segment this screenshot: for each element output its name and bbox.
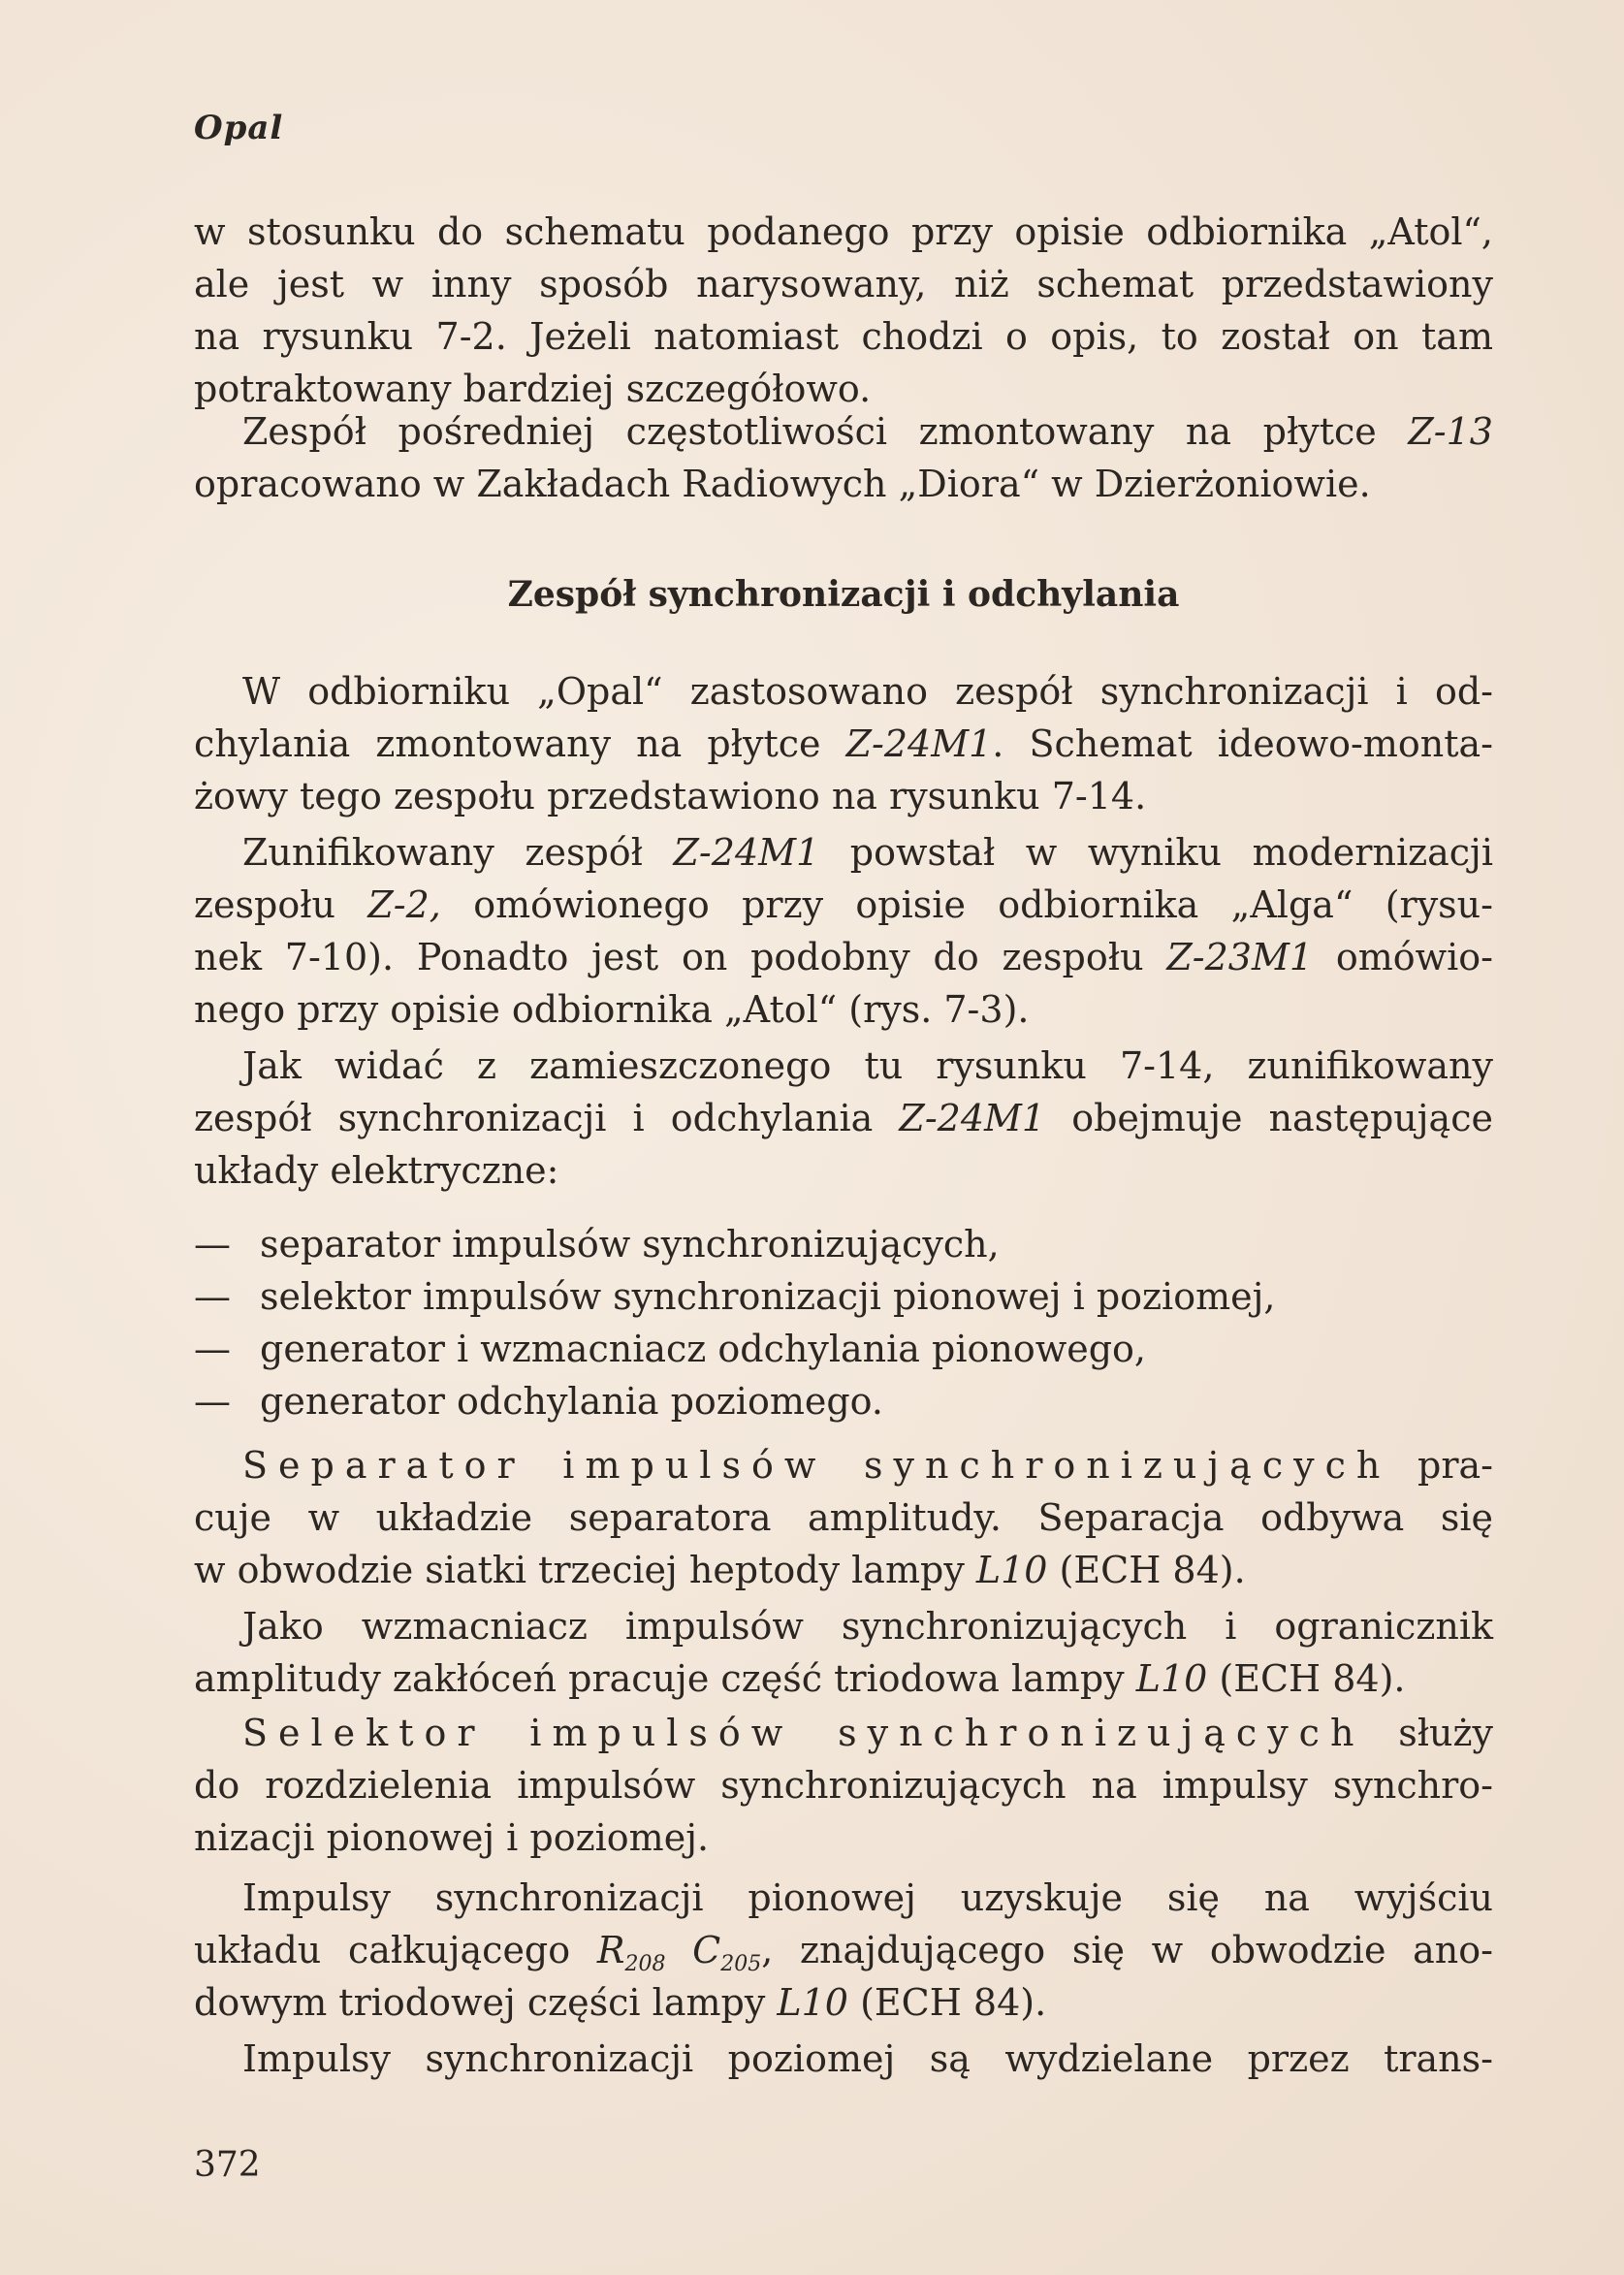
- dash-bullet: —: [194, 1275, 231, 1318]
- text-line: żowy tego zespołu przedstawiono na rysunku 7-14.: [194, 775, 1147, 817]
- text-span: amplitudy zakłóceń pracuje część triodowa lampy: [194, 1657, 1136, 1700]
- component-ref: L10: [975, 1549, 1048, 1591]
- text-span: w obwodzie siatki trzeciej heptody lampy: [194, 1549, 976, 1591]
- paragraph-9: [194, 1872, 1493, 2029]
- text-span: zespołu: [194, 883, 368, 926]
- text-line: układy elektryczne:: [194, 1149, 559, 1192]
- text-line: na rysunku 7-2. Jeżeli natomiast chodzi o opis, to został on tam: [194, 315, 1493, 358]
- list-item: [194, 1375, 1493, 1427]
- list-item-text: selektor impulsów synchronizacji pionowej i poziomej,: [260, 1275, 1276, 1318]
- text-line: w stosunku do schematu podanego przy opisie odbiornika „Atol“,: [194, 210, 1493, 253]
- paragraph-4: [194, 826, 1493, 1036]
- text-line: [194, 405, 1493, 458]
- text-span: (ECH 84).: [1047, 1549, 1246, 1591]
- text-line: [194, 1924, 1493, 1976]
- component-ref: Z-24M1: [845, 722, 993, 765]
- text-span: pra-: [1390, 1444, 1493, 1487]
- component-ref: L10: [777, 1981, 848, 2024]
- paragraph-8: [194, 1707, 1493, 1864]
- list-item: [194, 1270, 1493, 1323]
- paragraph-7: [194, 1600, 1493, 1705]
- text-line: W odbiorniku „Opal“ zastosowano zespół synchronizacji i od-: [242, 670, 1493, 713]
- component-ref: L10: [1135, 1657, 1208, 1700]
- text-line: [194, 1544, 1493, 1596]
- text-span: powstał w wyniku modernizacji: [819, 831, 1493, 874]
- text-line: Jako wzmacniacz impulsów synchronizujących i ogranicznik: [242, 1605, 1493, 1648]
- text-span: dowym triodowej części lampy: [194, 1981, 778, 2024]
- page-number: 372: [194, 2145, 261, 2185]
- text-line: nizacji pionowej i poziomej.: [194, 1816, 710, 1859]
- list-item: [194, 1323, 1493, 1375]
- text-span: chylania zmontowany na płytce: [194, 722, 846, 765]
- dash-bullet: —: [194, 1223, 231, 1266]
- text-span: Zunifikowany zespół: [242, 831, 674, 874]
- text-span: . Schemat ideowo-monta-: [992, 722, 1493, 765]
- spaced-term: Separator impulsów synchronizujących: [242, 1444, 1391, 1487]
- text-line: opracowano w Zakładach Radiowych „Diora“ w Dzierżoniowie.: [194, 463, 1371, 505]
- component-ref: Z-24M1: [899, 1097, 1046, 1139]
- text-span: zespół synchronizacji i odchylania: [194, 1097, 900, 1139]
- component-ref: Z-2,: [367, 883, 441, 926]
- paragraph-10: [194, 2033, 1493, 2085]
- text-line: Jak widać z zamieszczonego tu rysunku 7-14, zunifikowany: [242, 1044, 1493, 1087]
- paragraph-1: [194, 206, 1493, 415]
- paragraph-2: [194, 405, 1493, 510]
- resistor-ref: $R_{208}$: [596, 1929, 666, 1976]
- paragraph-6: [194, 1439, 1493, 1596]
- text-span: Zespół pośredniej częstotliwości zmontowany na płytce: [242, 410, 1409, 453]
- dash-bullet: —: [194, 1328, 231, 1370]
- text-line: [194, 1976, 1493, 2029]
- text-span: służy: [1364, 1712, 1493, 1754]
- running-head: Opal: [194, 109, 284, 147]
- paragraph-5: [194, 1040, 1493, 1197]
- list-item: [194, 1218, 1493, 1270]
- text-span: (ECH 84).: [847, 1981, 1047, 2024]
- text-span: nek 7-10). Ponadto jest on podobny do zespołu: [194, 936, 1167, 978]
- text-line: [194, 1707, 1493, 1759]
- component-ref: Z-24M1: [673, 831, 820, 874]
- section-heading: Zespół synchronizacji i odchylania: [507, 574, 1180, 615]
- text-line: [194, 1092, 1493, 1144]
- list-item-text: generator odchylania poziomego.: [260, 1380, 883, 1423]
- text-line: [194, 826, 1493, 879]
- component-ref: Z-23M1: [1166, 936, 1314, 978]
- component-ref: Z-13: [1408, 410, 1493, 453]
- text-span: omówio-: [1313, 936, 1494, 978]
- text-line: ale jest w inny sposób narysowany, niż schemat przedstawiony: [194, 263, 1493, 305]
- text-line: [194, 1439, 1493, 1491]
- list-item-text: generator i wzmacniacz odchylania pionowego,: [260, 1328, 1147, 1370]
- capacitor-ref: $C_{205}$: [692, 1929, 762, 1976]
- text-line: Impulsy synchronizacji poziomej są wydzielane przez trans-: [242, 2037, 1493, 2080]
- text-line: [194, 1652, 1493, 1705]
- dash-bullet: —: [194, 1380, 231, 1423]
- list-item-text: separator impulsów synchronizujących,: [260, 1223, 1000, 1266]
- text-span: omówionego przy opisie odbiornika „Alga“ (rysu-: [440, 883, 1493, 926]
- circuit-list: [194, 1218, 1493, 1427]
- text-line: potraktowany bardziej szczegółowo.: [194, 368, 872, 410]
- text-line: do rozdzielenia impulsów synchronizujących na impulsy synchro-: [194, 1764, 1493, 1807]
- text-span: układu całkującego: [194, 1929, 597, 1971]
- text-line: nego przy opisie odbiornika „Atol“ (rys. 7-3).: [194, 988, 1030, 1031]
- text-span: obejmuje następujące: [1045, 1097, 1493, 1139]
- text-span: (ECH 84).: [1207, 1657, 1406, 1700]
- text-line: [194, 718, 1493, 770]
- spaced-term: Selektor impulsów synchronizujących: [242, 1712, 1365, 1754]
- text-line: cuje w układzie separatora amplitudy. Separacja odbywa się: [194, 1496, 1493, 1539]
- text-span: , znajdującego się w obwodzie ano-: [761, 1929, 1493, 1971]
- text-line: [194, 931, 1493, 983]
- text-line: [194, 879, 1493, 931]
- text-line: Impulsy synchronizacji pionowej uzyskuje się na wyjściu: [242, 1876, 1493, 1919]
- paragraph-3: [194, 665, 1493, 822]
